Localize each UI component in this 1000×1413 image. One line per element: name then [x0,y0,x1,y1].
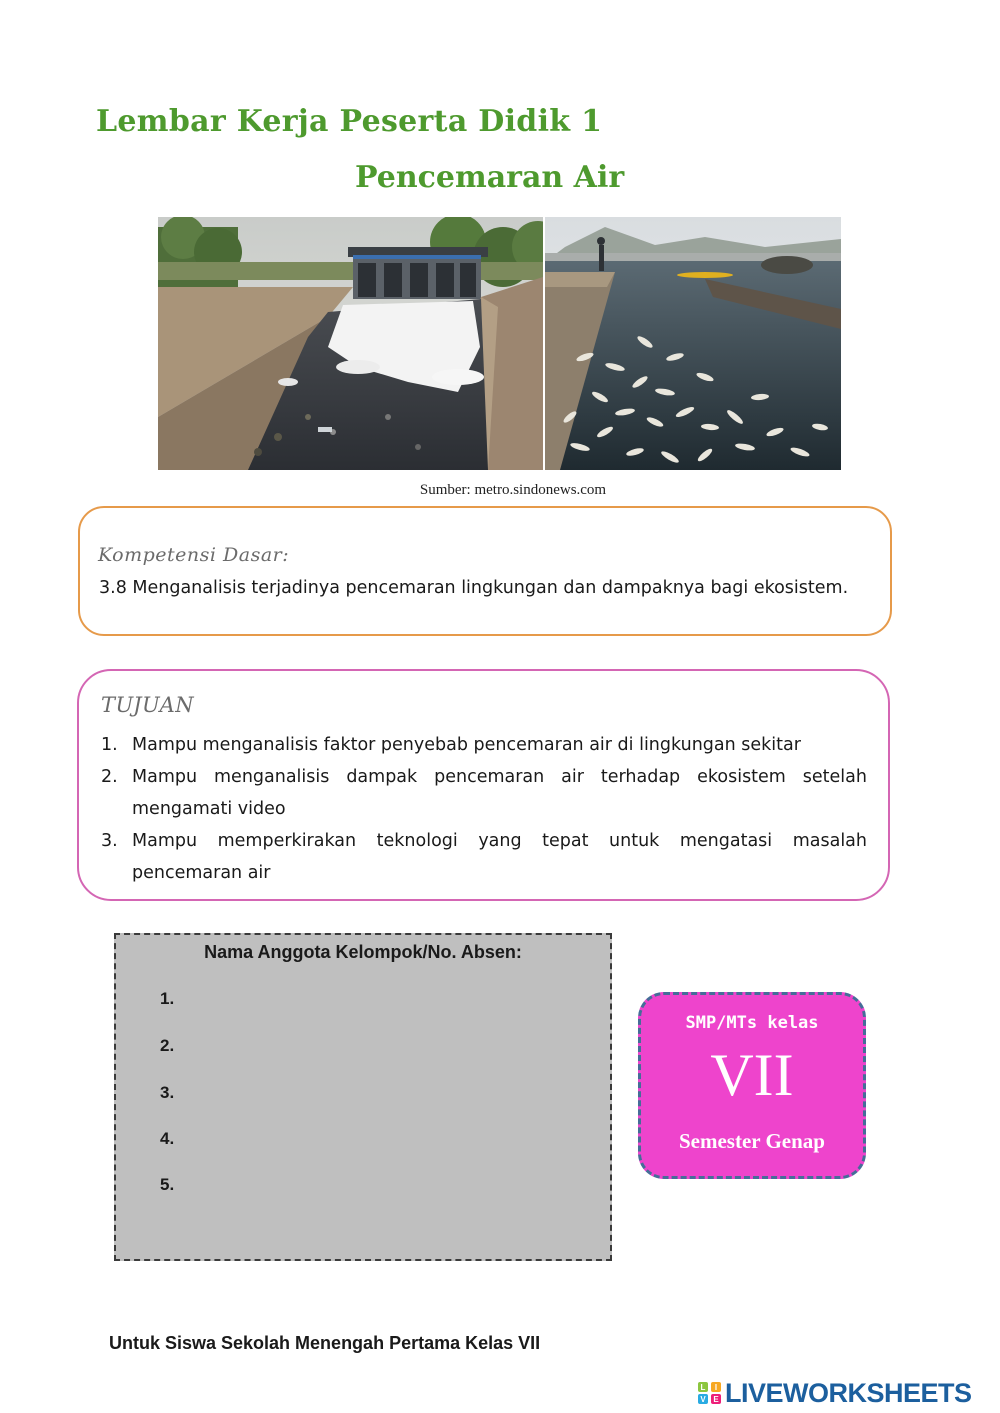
tujuan-item-number: 3. [101,831,118,851]
svg-text:V: V [700,1395,706,1404]
member-row-5[interactable]: 5. [160,1175,175,1194]
tujuan-box [77,669,890,901]
photo-caption: Sumber: metro.sindonews.com [419,482,607,498]
tujuan-item-text: Mampu menganalisis dampak pencemaran air terhadap ekosistem setelah mengamati video [132,767,867,819]
title: Lembar Kerja Peserta Didik 1 [96,104,603,139]
tujuan-list [101,729,867,889]
member-row-2[interactable]: 2. [160,1036,175,1055]
group-members-heading: Nama Anggota Kelompok/No. Absen: [204,942,522,962]
kompetensi-dasar-heading: Kompetensi Dasar: [98,544,290,566]
liveworksheets-brand[interactable] [697,1378,972,1408]
liveworksheets-logo-icon [697,1380,723,1406]
tujuan-item-text: Mampu memperkirakan teknologi yang tepat untuk mengatasi masalah pencemaran air [132,831,867,883]
grade-badge-grade: VII [710,1042,794,1108]
kompetensi-dasar-box [78,506,892,636]
tujuan-item [101,825,867,889]
member-row-3[interactable]: 3. [160,1083,175,1102]
tujuan-heading: TUJUAN [101,693,195,717]
kompetensi-dasar-text: 3.8 Menganalisis terjadinya pencemaran lingkungan dan dampaknya bagi ekosistem. [99,578,849,598]
member-row-1[interactable]: 1. [160,989,175,1008]
tujuan-item-text: Mampu menganalisis faktor penyebab pencemaran air di lingkungan sekitar [132,735,801,755]
tujuan-item [101,761,867,825]
svg-text:I: I [714,1383,718,1392]
subtitle: Pencemaran Air [355,160,625,195]
grade-badge [638,992,866,1179]
canal-pollution-photo [158,217,543,470]
tujuan-item [101,729,867,761]
svg-text:E: E [713,1395,719,1404]
footer-text: Untuk Siswa Sekolah Menengah Pertama Kelas VII [109,1333,541,1353]
dead-fish-photo [545,217,841,470]
group-members-box [114,933,612,1261]
member-row-4[interactable]: 4. [160,1129,175,1148]
grade-badge-school: SMP/MTs kelas [685,1013,819,1033]
liveworksheets-wordmark: LIVEWORKSHEETS [725,1377,972,1408]
tujuan-item-number: 2. [101,767,118,787]
svg-text:L: L [700,1383,706,1392]
grade-badge-semester: Semester Genap [678,1129,825,1153]
tujuan-item-number: 1. [101,735,118,755]
